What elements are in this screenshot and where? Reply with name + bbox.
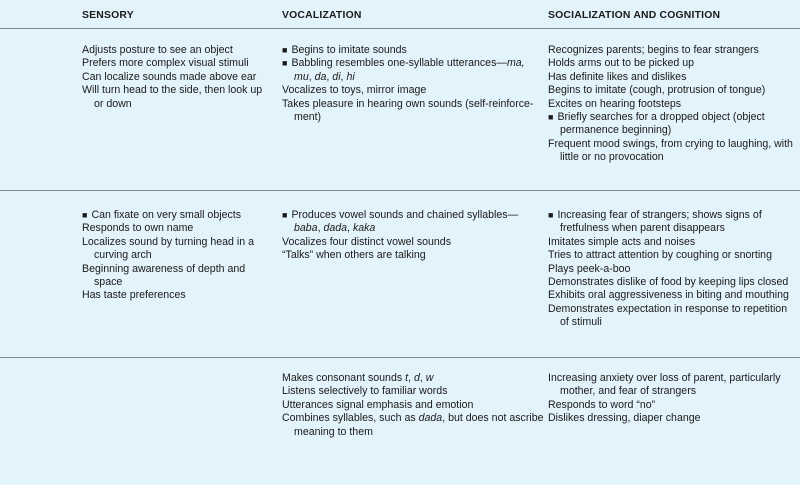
list-item: ■ Can fixate on very small objects — [82, 209, 241, 221]
header-sensory: SENSORY — [82, 10, 134, 21]
list-item: Dislikes dressing, diaper change — [548, 412, 701, 425]
list-item: Increasing anxiety over loss of parent, particularly — [548, 372, 781, 384]
list-item: Will turn head to the side, then look up — [82, 84, 263, 97]
row1-sensory — [82, 44, 272, 111]
header-vocalization: VOCALIZATION — [282, 10, 362, 21]
list-item-cont: permanence beginning) — [560, 124, 672, 137]
list-item: Imitates simple acts and noises — [548, 235, 696, 248]
list-item: Demonstrates expectation in response to repetition — [548, 302, 788, 315]
list-item: Excites on hearing footsteps — [548, 97, 682, 110]
list-item: Vocalizes to toys, mirror image — [282, 84, 427, 97]
list-item: Can localize sounds made above ear — [82, 70, 257, 83]
list-item-cont: ment) — [294, 111, 322, 124]
list-item: Holds arms out to be picked up — [548, 57, 695, 70]
square-bullet-icon: ■ — [282, 45, 288, 55]
list-item: Listens selectively to familiar words — [282, 385, 448, 398]
list-item-cont: of stimuli — [560, 316, 602, 329]
list-item-cont: curving arch — [94, 249, 152, 262]
list-item: Plays peek-a-boo — [548, 262, 631, 275]
row3-vocalization — [282, 372, 542, 439]
list-item: Recognizes parents; begins to fear strangers — [548, 44, 759, 56]
square-bullet-icon: ■ — [282, 58, 288, 69]
list-item: Begins to imitate (cough, protrusion of tongue) — [548, 84, 766, 97]
list-item: Localizes sound by turning head in a — [82, 235, 254, 248]
list-item: Beginning awareness of depth and — [82, 262, 246, 275]
row-divider — [0, 190, 800, 191]
row1-socialization — [548, 44, 798, 165]
list-item: ■ Produces vowel sounds and chained syllables— — [282, 209, 519, 221]
list-item-cont: little or no provocation — [560, 151, 664, 164]
list-item: Responds to own name — [82, 222, 194, 235]
row2-socialization — [548, 209, 798, 330]
list-item-cont: space — [94, 276, 123, 289]
row2-sensory — [82, 209, 272, 303]
list-item: Has definite likes and dislikes — [548, 70, 687, 83]
list-item: Tries to attract attention by coughing or snorting — [548, 249, 772, 262]
list-item: Has taste preferences — [82, 289, 186, 302]
list-item: Demonstrates dislike of food by keeping lips closed — [548, 276, 789, 289]
list-item: Exhibits oral aggressiveness in biting and mouthing — [548, 289, 789, 302]
list-item: Takes pleasure in hearing own sounds (self-reinforce- — [282, 97, 534, 110]
list-item: Vocalizes four distinct vowel sounds — [282, 235, 451, 248]
list-item: Frequent mood swings, from crying to laughing, with — [548, 137, 793, 150]
row-divider — [0, 357, 800, 358]
header-socialization: SOCIALIZATION AND COGNITION — [548, 10, 721, 21]
list-item: Adjusts posture to see an object — [82, 44, 233, 56]
square-bullet-icon: ■ — [548, 210, 554, 220]
list-item-cont: fretfulness when parent disappears — [560, 222, 725, 235]
list-item-cont: baba, dada, kaka — [294, 222, 376, 235]
list-item-cont: mu, da, di, hi — [294, 70, 355, 83]
list-item-cont: mother, and fear of strangers — [560, 385, 697, 398]
list-item: “Talks” when others are talking — [282, 249, 426, 262]
table-header — [0, 0, 800, 29]
list-item: Responds to word “no” — [548, 398, 656, 411]
list-item: ■ Babbling resembles one-syllable utterances—ma, — [282, 57, 525, 70]
square-bullet-icon: ■ — [548, 112, 554, 123]
row3-socialization — [548, 372, 798, 426]
row1-vocalization — [282, 44, 542, 124]
list-item: ■ Briefly searches for a dropped object (object — [548, 111, 765, 124]
list-item: ■ Begins to imitate sounds — [282, 44, 407, 56]
list-item-cont: meaning to them — [294, 425, 373, 438]
list-item-cont: or down — [94, 97, 132, 110]
square-bullet-icon: ■ — [282, 210, 288, 220]
list-item: Utterances signal emphasis and emotion — [282, 398, 474, 411]
list-item: Prefers more complex visual stimuli — [82, 57, 249, 70]
square-bullet-icon: ■ — [82, 210, 88, 220]
row2-vocalization — [282, 209, 542, 263]
list-item: Combines syllables, such as dada, but does not ascribe — [282, 412, 544, 425]
list-item: ■ Increasing fear of strangers; shows signs of — [548, 209, 762, 221]
list-item: Makes consonant sounds t, d, w — [282, 372, 434, 384]
